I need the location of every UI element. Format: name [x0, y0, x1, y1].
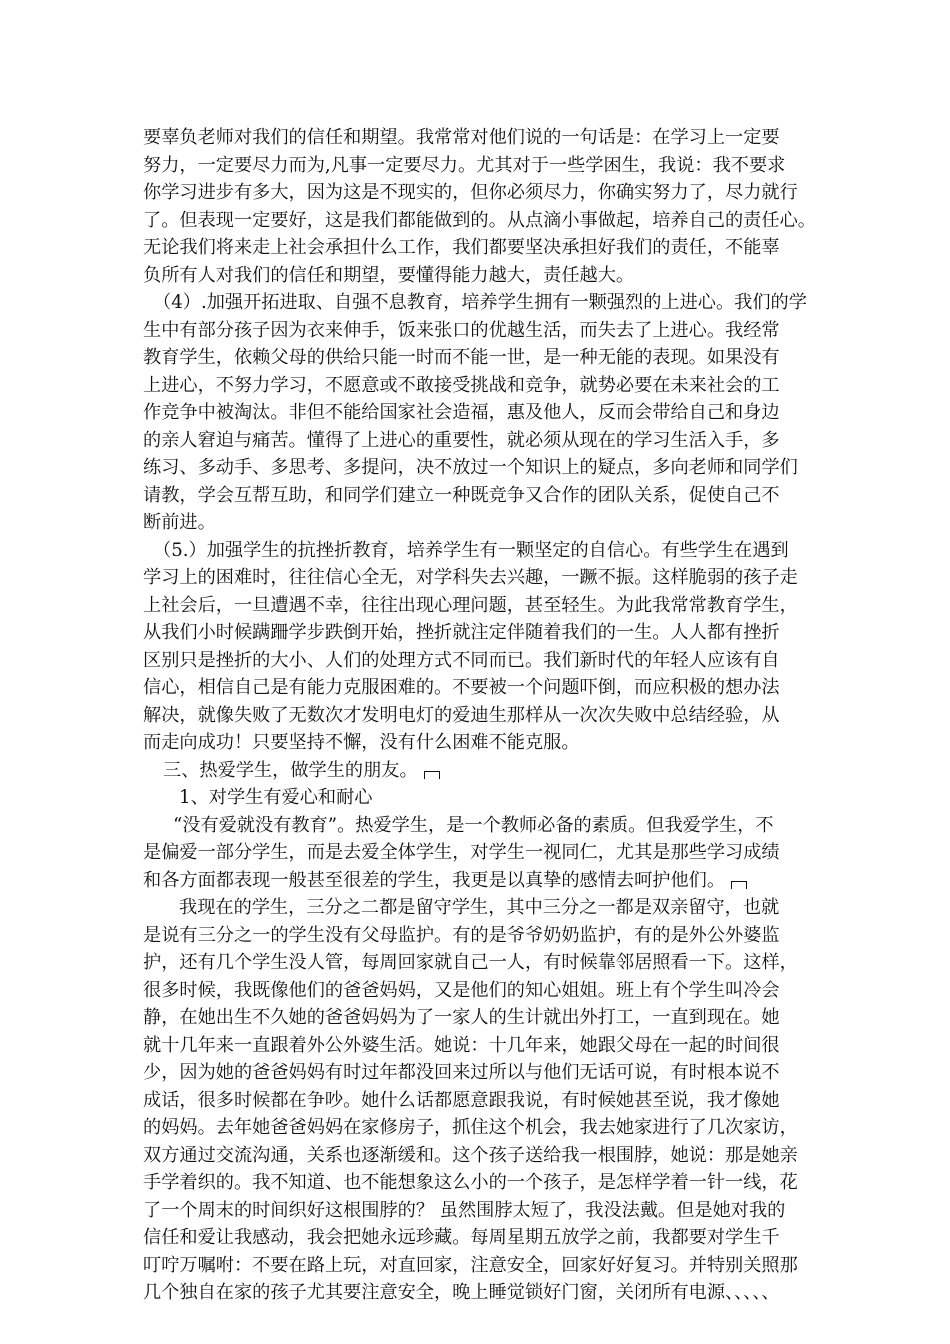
text-line: 从我们小时候蹒跚学步跌倒开始，挫折就注定伴随着我们的一生。人人都有挫折 [143, 622, 780, 643]
text-line: 手学着织的。我不知道、也不能想象这么小的一个孩子，是怎样学着一针一线，花 [143, 1172, 798, 1193]
text-line: 了。但表现一定要好，这是我们都能做到的。从点滴小事做起，培养自己的责任心。 [143, 209, 816, 231]
text-line: 的亲人窘迫与痛苦。懂得了上进心的重要性，就必须从现在的学习生活入手，多 [143, 429, 780, 451]
text-line: 你学习进步有多大，因为这是不现实的，但你必须尽力，你确实努力了，尽力就行 [143, 182, 798, 203]
text-line: 了一个周末的时间织好这根围脖的？ 虽然围脖太短了，我没法戴。但是她对我的 [143, 1199, 786, 1221]
text-line: 上进心，不努力学习，不愿意或不敢接受挑战和竞争，就势必要在未来社会的工 [143, 374, 780, 396]
text-line: 静，在她出生不久她的爸爸妈妈为了一家人的生计就出外打工，一直到现在。她 [143, 1007, 780, 1028]
section-3-heading [143, 757, 823, 785]
text-line: 无论我们将来走上社会承担什么工作，我们都要坚决承担好我们的责任，不能辜 [143, 237, 780, 258]
text-line: 上社会后，一旦遭遇不幸，往往出现心理问题，甚至轻生。为此我常常教育学生， [143, 594, 798, 616]
text-line: 教育学生，依赖父母的供给只能一时而不能一世，是一种无能的表现。如果没有 [143, 347, 780, 368]
text-line: 是偏爱一部分学生，而是去爱全体学生，对学生一视同仁，尤其是那些学习成绩 [143, 842, 780, 863]
text-line: 叮咛万嘱咐：不要在路上玩，对直回家，注意安全，回家好好复习。并特别关照那 [143, 1254, 798, 1276]
text-line: 断前进。 [143, 512, 216, 533]
text-line: 区别只是挫折的大小、人们的处理方式不同而已。我们新时代的年轻人应该有自 [143, 649, 780, 671]
text-line: 双方通过交流沟通，关系也逐渐缓和。这个孩子送给我一根围脖，她说：那是她亲 [143, 1144, 798, 1166]
text-line: 少，因为她的爸爸妈妈有时过年都没回来过所以与他们无话可说，有时根本说不 [143, 1062, 780, 1083]
anchor-mark-icon [424, 771, 440, 779]
text-line: 努力，一定要尽力而为,凡事一定要尽力。尤其对于一些学困生，我说：我不要求 [143, 154, 786, 176]
text-line: 请教，学会互帮互助，和同学们建立一种既竞争又合作的团队关系，促使自己不 [143, 484, 780, 506]
text-line: 解决，就像失败了无数次才发明电灯的爱迪生那样从一次次失败中总结经验，从 [143, 704, 780, 726]
text-line: 作竞争中被淘汰。非但不能给国家社会造福，惠及他人，反而会带给自己和身边 [143, 402, 780, 423]
text-line: 几个独自在家的孩子尤其要注意安全，晚上睡觉锁好门窗，关闭所有电源、、、、、 [143, 1282, 780, 1303]
text-line: 是说有三分之一的学生没有父母监护。有的是爷爷奶奶监护，有的是外公外婆监 [143, 924, 780, 946]
text-line: 信心，相信自己是有能力克服困难的。不要被一个问题吓倒，而应积极的想办法 [143, 677, 780, 698]
text-line: “没有爱就没有教育”。热爱学生，是一个教师必备的素质。但我爱学生，不 [173, 814, 774, 836]
subsection-1-heading: 1、对学生有爱心和耐心 [179, 787, 373, 808]
text-line [143, 867, 823, 895]
text-line: 要辜负老师对我们的信任和期望。我常常对他们说的一句话是：在学习上一定要 [143, 127, 780, 148]
text-line: 生中有部分孩子因为衣来伸手，饭来张口的优越生活，而失去了上进心。我经常 [143, 319, 780, 341]
text-line: 学习上的困难时，往往信心全无，对学科失去兴趣，一蹶不振。这样脆弱的孩子走 [143, 567, 798, 588]
anchor-mark-icon [731, 881, 747, 889]
text-line-content: 和各方面都表现一般甚至很差的学生，我更是以真挚的感情去呵护他们。 [143, 869, 726, 891]
text-line: 很多时候，我既像他们的爸爸妈妈，又是他们的知心姐姐。班上有个学生叫冷会 [143, 979, 780, 1001]
text-line: 成话，很多时候都在争吵。她什么话都愿意跟我说，有时候她甚至说，我才像她 [143, 1089, 780, 1111]
text-line: 的妈妈。去年她爸爸妈妈在家修房子，抓住这个机会，我去她家进行了几次家访， [143, 1117, 798, 1138]
text-line: 护，还有几个学生没人管，每周回家就自己一人，有时候靠邻居照看一下。这样， [143, 952, 798, 973]
text-line: 信任和爱让我感动，我会把她永远珍藏。每周星期五放学之前，我都要对学生千 [143, 1227, 780, 1248]
text-line: 我现在的学生，三分之二都是留守学生，其中三分之一都是双亲留守，也就 [179, 897, 780, 918]
paragraph-4-heading-line: （4）.加强开拓进取、自强不息教育，培养学生拥有一颗强烈的上进心。我们的学 [153, 292, 807, 313]
text-line: 而走向成功！只要坚持不懈，没有什么困难不能克服。 [143, 732, 580, 753]
text-line: 练习、多动手、多思考、多提问，决不放过一个知识上的疑点，多向老师和同学们 [143, 457, 798, 478]
text-line: 就十几年来一直跟着外公外婆生活。她说：十几年来，她跟父母在一起的时间很 [143, 1034, 780, 1056]
paragraph-5-heading-line: （5.）加强学生的抗挫折教育，培养学生有一颗坚定的自信心。有些学生在遇到 [153, 539, 789, 561]
text-line: 负所有人对我们的信任和期望，要懂得能力越大，责任越大。 [143, 264, 635, 286]
section-3-heading-text: 三、热爱学生，做学生的朋友。 [163, 759, 418, 781]
document-body [143, 124, 823, 1307]
